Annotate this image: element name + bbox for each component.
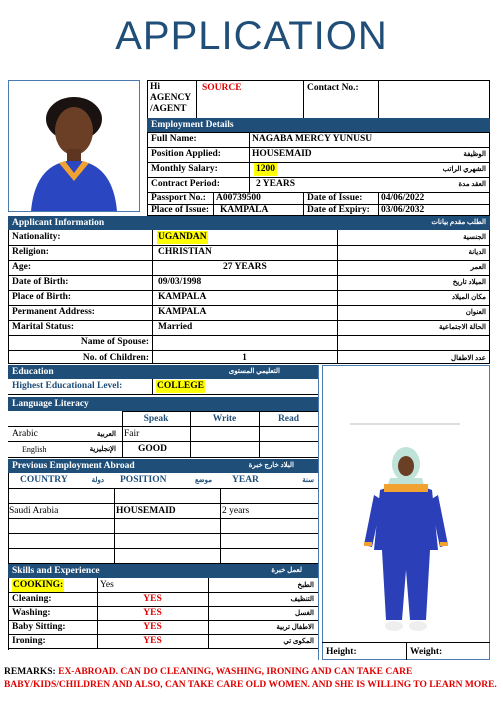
headshot-photo — [8, 80, 140, 212]
expiry-value: 03/06/2032 — [381, 205, 425, 215]
english-level: GOOD — [138, 444, 168, 454]
full-name-value: NAGABA MERCY YUNUSU — [252, 134, 373, 144]
weight-label: Weight: — [410, 647, 443, 657]
divider — [318, 365, 319, 660]
applicant-label: Permanent Address: — [12, 307, 95, 317]
applicant-value: UGANDAN — [158, 232, 207, 242]
prev-country-value: Saudi Arabia — [9, 506, 59, 516]
applicant-label: Age: — [12, 262, 31, 272]
place-issue-value: KAMPALA — [220, 205, 269, 215]
divider — [8, 518, 318, 519]
applicant-header-ar: الطلب مقدم بيانات — [431, 218, 486, 226]
divider — [213, 192, 214, 216]
source-label: SOURCE — [202, 83, 242, 93]
fullbody-photo — [350, 420, 460, 640]
applicant-label: Religion: — [12, 247, 49, 257]
salary-value: 1200 — [256, 164, 275, 174]
skill-ar: الغسل — [294, 609, 314, 617]
divider — [406, 642, 407, 660]
divider — [97, 578, 98, 592]
divider — [208, 593, 209, 607]
applicant-ar: مكان الميلاد — [451, 293, 486, 301]
height-label: Height: — [326, 647, 357, 657]
applicant-label: Date of Birth: — [12, 277, 69, 287]
applicant-label: Marital Status: — [12, 322, 75, 332]
divider — [196, 80, 197, 118]
cooking-ar: الطبخ — [297, 581, 314, 589]
applicant-ar: الحالة الاجتماعية — [439, 323, 486, 331]
divider — [220, 488, 221, 563]
education-level-label: Highest Educational Level: — [12, 381, 123, 391]
skill-label: Cleaning: — [12, 594, 52, 604]
divider — [378, 192, 379, 216]
skill-value: YES — [143, 594, 162, 604]
applicant-header-text: Applicant Information — [12, 218, 105, 228]
issue-date-value: 04/06/2022 — [381, 193, 425, 203]
passport-label: Passport No.: — [151, 193, 206, 203]
divider — [8, 503, 318, 504]
position-label: Position Applied: — [151, 149, 221, 159]
divider — [208, 621, 209, 635]
arabic-label: Arabic — [12, 429, 38, 439]
skill-ar: التنظيف — [290, 595, 314, 603]
country-header-ar: دولة — [91, 476, 104, 484]
divider — [378, 80, 379, 118]
previous-header-text: Previous Employment Abroad — [12, 461, 135, 471]
skill-value: YES — [143, 608, 162, 618]
divider — [208, 607, 209, 621]
divider — [97, 593, 98, 607]
fullbody-illustration — [350, 420, 460, 640]
divider — [8, 648, 318, 649]
contract-ar: العقد مدة — [458, 180, 486, 188]
previous-header-ar: البلاد خارج خبرة — [248, 461, 294, 469]
divider — [8, 457, 318, 458]
applicant-label: Nationality: — [12, 232, 61, 242]
full-name-label: Full Name: — [151, 134, 197, 144]
cooking-label: COOKING: — [13, 580, 64, 590]
remarks-text-2: BABY/KIDS/CHILDREN AND ALSO, CAN TAKE CARE OLD WOMEN. AND SHE IS WILLING TO LEARN MORE. — [4, 680, 497, 690]
divider — [303, 192, 304, 216]
remarks-block — [4, 666, 499, 692]
children-value: 1 — [242, 353, 247, 363]
page-title: APPLICATION — [115, 14, 388, 58]
position-header: POSITION — [120, 475, 167, 485]
applicant-value: CHRISTIAN — [158, 247, 212, 257]
divider — [249, 132, 250, 192]
country-header: COUNTRY — [20, 475, 68, 485]
children-ar: عدد الاطفال — [451, 354, 486, 362]
education-level-value: COLLEGE — [157, 381, 204, 391]
applicant-value: KAMPALA — [158, 292, 207, 302]
spouse-label: Name of Spouse: — [80, 337, 149, 347]
skill-label: Ironing: — [12, 636, 46, 646]
divider — [208, 578, 209, 592]
prev-year-value: 2 years — [222, 506, 250, 516]
contract-value: 2 YEARS — [256, 179, 295, 189]
prev-position-value: HOUSEMAID — [116, 506, 176, 516]
divider — [8, 473, 9, 563]
position-value: HOUSEMAID — [252, 149, 312, 159]
salary-label: Monthly Salary: — [151, 164, 218, 174]
applicant-value: 09/03/1998 — [158, 277, 202, 287]
write-header: Write — [212, 414, 237, 424]
education-header-ar: التعليمي المستوى — [228, 367, 280, 375]
divider — [114, 488, 115, 563]
position-header-ar: موضع — [194, 476, 212, 484]
divider — [8, 426, 318, 427]
applicant-value: 27 YEARS — [223, 262, 267, 272]
headshot-illustration — [9, 81, 139, 211]
divider — [8, 578, 9, 650]
employment-header: Employment Details — [147, 118, 490, 132]
expiry-label: Date of Expiry: — [307, 205, 370, 215]
passport-value: A00739500 — [216, 193, 261, 203]
divider — [337, 230, 338, 364]
place-issue-label: Place of Issue: — [151, 205, 210, 215]
arabic-ar: العربية — [96, 430, 116, 438]
skill-value: YES — [143, 636, 162, 646]
divider — [8, 548, 318, 549]
children-label: No. of Children: — [82, 353, 149, 363]
agency-label: Hi AGENCY /AGENT — [150, 82, 191, 114]
contact-label: Contact No.: — [307, 83, 359, 93]
divider — [208, 635, 209, 649]
skill-value: YES — [143, 622, 162, 632]
skill-ar: الاطفال تربية — [276, 623, 314, 631]
divider — [8, 441, 318, 442]
issue-date-label: Date of Issue: — [307, 193, 363, 203]
divider — [97, 621, 98, 635]
applicant-value: KAMPALA — [158, 307, 207, 317]
applicant-value: Married — [158, 322, 193, 332]
divider — [152, 230, 153, 364]
year-header-ar: سنة — [302, 476, 314, 484]
english-ar: الإنجليزية — [89, 445, 116, 453]
applicant-ar: الديانة — [468, 248, 486, 256]
applicant-ar: الميلاد تاريخ — [452, 278, 486, 286]
cooking-value: Yes — [100, 580, 114, 590]
divider — [97, 607, 98, 621]
position-ar: الوظيفة — [463, 150, 486, 158]
applicant-ar: العمر — [470, 263, 486, 271]
divider — [152, 379, 153, 394]
read-header: Read — [277, 414, 300, 424]
divider — [97, 635, 98, 649]
remarks-text-1: EX-ABROAD. CAN DO CLEANING, WASHING, IRONING AND CAN TAKE CARE — [58, 667, 413, 677]
arabic-level: Fair — [124, 429, 140, 439]
skill-label: Washing: — [12, 608, 51, 618]
english-label: English — [22, 445, 47, 454]
divider — [122, 411, 318, 412]
remarks-label: REMARKS: — [4, 667, 56, 677]
contract-label: Contract Period: — [151, 179, 220, 189]
applicant-ar: العنوان — [465, 308, 486, 316]
applicant-label: Place of Birth: — [12, 292, 72, 302]
year-header: YEAR — [232, 475, 259, 485]
divider — [303, 80, 304, 118]
education-header-text: Education — [12, 367, 54, 377]
skills-header-ar: لعمل خبرة — [271, 566, 302, 574]
speak-header: Speak — [143, 414, 169, 424]
divider — [8, 350, 490, 351]
divider — [8, 533, 318, 534]
divider — [8, 394, 318, 395]
language-header: Language Literacy — [8, 397, 318, 411]
skill-label: Baby Sitting: — [12, 622, 66, 632]
divider — [8, 488, 318, 489]
skills-header-text: Skills and Experience — [12, 566, 100, 576]
skill-ar: المكوى تي — [283, 637, 314, 645]
applicant-ar: الجنسية — [463, 233, 486, 241]
salary-ar: الشهري الراتب — [442, 165, 486, 173]
